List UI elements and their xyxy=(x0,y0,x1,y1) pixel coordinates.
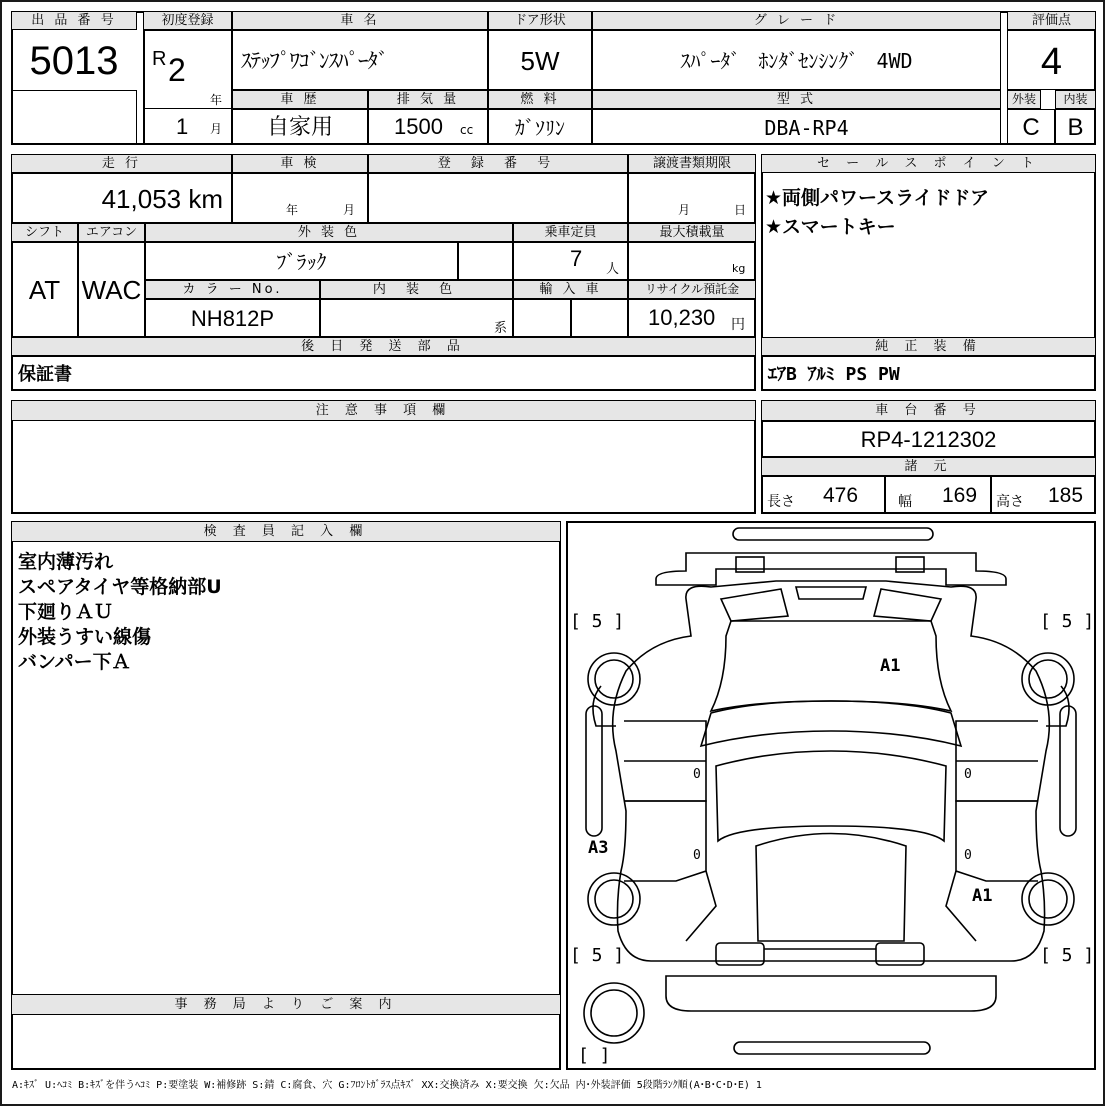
displacement-label: 排 気 量 xyxy=(368,90,488,109)
panel-zero-4: 0 xyxy=(964,848,972,863)
spec-label: 諸 元 xyxy=(761,457,1096,476)
sales-line-2: ★スマートキー xyxy=(765,216,896,238)
int-label: 内装 xyxy=(1055,90,1096,109)
tr-month-unit: 月 xyxy=(678,203,691,217)
score-label: 評価点 xyxy=(1007,11,1096,30)
hei: 185 xyxy=(1048,484,1084,507)
car-diagram xyxy=(566,521,1096,1070)
inspector-line-4: 外装うすい線傷 xyxy=(18,626,152,648)
recycle-unit: 円 xyxy=(731,317,745,333)
ext-label: 外装 xyxy=(1007,90,1041,109)
era: R xyxy=(152,48,167,70)
equip: ｴｱB ｱﾙﾐ PS PW xyxy=(761,356,1096,391)
len: 476 xyxy=(823,484,859,507)
interior-cell xyxy=(320,299,513,337)
reg-month: 1 xyxy=(176,114,189,139)
legend: A:ｷｽﾞ U:ﾍｺﾐ B:ｷｽﾞを伴うﾍｺﾐ P:要塗装 W:補修跡 S:錆 C:腐食、穴 G:ﾌﾛﾝﾄｶﾞﾗｽ点ｷｽﾞ XX:交換済み X:要交換 欠:欠品 内･外装評価 5段階ﾗﾝｸ順(A･B･C･D･E) 1 xyxy=(12,1080,762,1091)
firstreg-divider xyxy=(143,108,232,109)
load-unit: kg xyxy=(732,262,746,275)
mark-right: A1 xyxy=(972,886,993,906)
load-label: 最大積載量 xyxy=(628,223,756,242)
color-label: 外 装 色 xyxy=(145,223,513,242)
colorno: NH812P xyxy=(145,299,320,337)
capacity-label: 乗車定員 xyxy=(513,223,628,242)
inspector-line-3: 下廻りＡＵ xyxy=(18,601,114,623)
ac: WAC xyxy=(78,242,145,337)
capacity: 7 xyxy=(570,246,583,271)
panel-zero-1: 0 xyxy=(693,767,701,782)
fuel-label: 燃 料 xyxy=(488,90,592,109)
tire-fl: [ 5 ] xyxy=(570,611,625,632)
inspection-label: 車 検 xyxy=(232,154,368,173)
import-label: 輸 入 車 xyxy=(513,280,628,299)
displacement: 1500 xyxy=(394,114,443,139)
int-grade: B xyxy=(1055,109,1096,145)
equip-label: 純 正 装 備 xyxy=(761,337,1096,356)
inspector-line-1: 室内薄汚れ xyxy=(18,551,114,573)
sales-line-1: ★両側パワースライドドア xyxy=(765,187,989,209)
sales-label: セ ー ル ス ポ イ ン ト xyxy=(761,154,1096,173)
import-cell-a xyxy=(513,299,571,337)
fuel: ｶﾞｿﾘﾝ xyxy=(488,109,592,145)
ins-year-unit: 年 xyxy=(286,203,299,217)
shift: AT xyxy=(11,242,78,337)
cc-unit: cc xyxy=(460,123,474,137)
interior-label: 内 装 色 xyxy=(320,280,513,299)
history: 自家用 xyxy=(232,109,368,145)
tr-day-unit: 日 xyxy=(734,203,747,217)
interior-unit: 系 xyxy=(494,321,508,336)
tire-rl: [ 5 ] xyxy=(570,945,625,966)
office-label: 事 務 局 よ り ご 案 内 xyxy=(11,994,561,1015)
month-unit: 月 xyxy=(210,122,223,136)
door-type: 5W xyxy=(488,30,592,90)
panel-zero-2: 0 xyxy=(693,848,701,863)
inspector-line-5: バンパー下Ａ xyxy=(18,651,131,673)
mileage-label: 走 行 xyxy=(11,154,232,173)
later: 保証書 xyxy=(11,356,756,391)
year-unit: 年 xyxy=(210,93,223,107)
shift-label: シフト xyxy=(11,223,78,242)
tire-fr: [ 5 ] xyxy=(1040,611,1095,632)
import-cell-b xyxy=(571,299,628,337)
lot-number: 5013 xyxy=(29,39,119,83)
score: 4 xyxy=(1007,30,1096,90)
reg-year: 2 xyxy=(168,52,186,88)
grade-label: グ レ ー ド xyxy=(592,11,1001,30)
history-label: 車 歴 xyxy=(232,90,368,109)
lot-label: 出 品 番 号 xyxy=(11,11,137,30)
len-label: 長さ xyxy=(767,494,795,510)
mark-hood: A1 xyxy=(880,656,901,676)
chassis-label: 車 台 番 号 xyxy=(761,400,1096,421)
wid-label: 幅 xyxy=(898,494,912,510)
model-label: 型 式 xyxy=(592,90,1001,109)
hei-label: 高さ xyxy=(996,494,1024,510)
tire-spare: [ ] xyxy=(578,1045,611,1066)
plate-cell xyxy=(368,173,628,223)
inspector-label: 検 査 員 記 入 欄 xyxy=(11,521,561,542)
mileage: 41,053 km xyxy=(11,173,232,223)
later-label: 後 日 発 送 部 品 xyxy=(11,337,756,356)
lot-blank xyxy=(11,90,137,145)
recycle: 10,230 xyxy=(648,305,716,330)
mark-left: A3 xyxy=(588,838,609,858)
ext-grade: C xyxy=(1007,109,1055,145)
car-name: ｽﾃｯﾌﾟﾜｺﾞﾝｽﾊﾟｰﾀﾞ xyxy=(232,30,488,90)
chassis: RP4-1212302 xyxy=(761,421,1096,457)
colorno-label: カ ラ ー No. xyxy=(145,280,320,299)
model: DBA-RP4 xyxy=(592,109,1001,145)
wid: 169 xyxy=(942,484,978,507)
capacity-unit: 人 xyxy=(606,262,620,277)
transfer-label: 譲渡書類期限 xyxy=(628,154,756,173)
color: ﾌﾞﾗｯｸ xyxy=(145,242,458,280)
color-sub xyxy=(458,242,513,280)
notes-label: 注 意 事 項 欄 xyxy=(11,400,756,421)
recycle-label: リサイクル預託金 xyxy=(628,280,756,299)
tire-rr: [ 5 ] xyxy=(1040,945,1095,966)
plate-label: 登 録 番 号 xyxy=(368,154,628,173)
carname-label: 車 名 xyxy=(232,11,488,30)
inspector-line-2: スペアタイヤ等格納部U xyxy=(18,576,222,598)
firstreg-label: 初度登録 xyxy=(143,11,232,30)
door-label: ドア形状 xyxy=(488,11,592,30)
ins-month-unit: 月 xyxy=(343,203,356,217)
ac-label: エアコン xyxy=(78,223,145,242)
grade: ｽﾊﾟｰﾀﾞ ﾎﾝﾀﾞｾﾝｼﾝｸﾞ 4WD xyxy=(592,30,1001,90)
panel-zero-3: 0 xyxy=(964,767,972,782)
